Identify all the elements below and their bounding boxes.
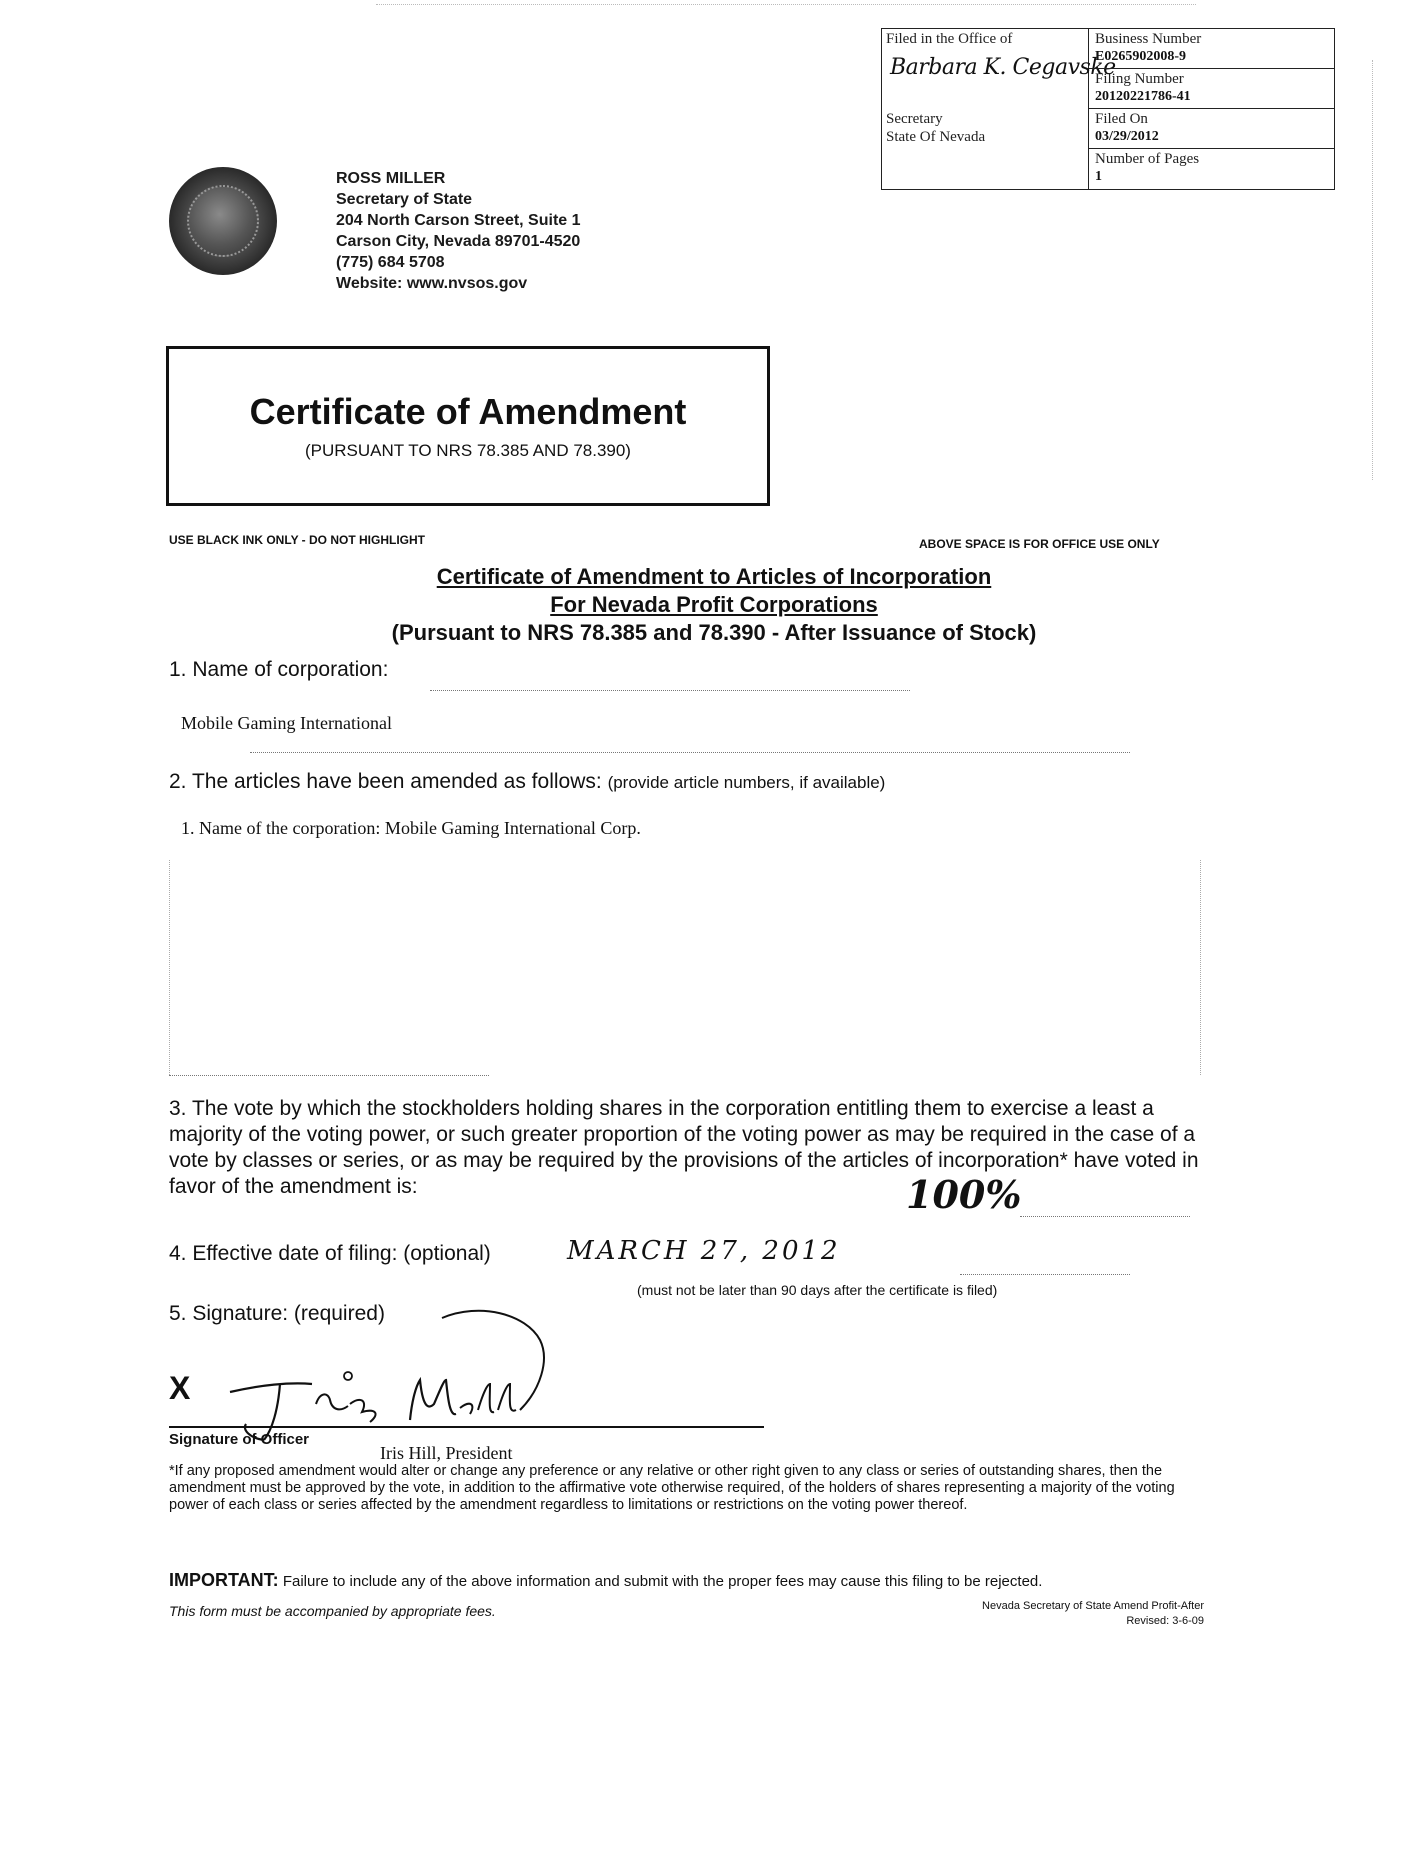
ink-note: USE BLACK INK ONLY - DO NOT HIGHLIGHT — [169, 533, 426, 547]
section-3-paragraph: 3. The vote by which the stockholders holding shares in the corporation entitling them to exercise a least a majority of the voting power, or such greater proportion of the voting power as may be required in the case of a vote by classes or series, or as may be required by the provisions of the articles of incorporation* have voted in favor of the amendment is: — [169, 1097, 1199, 1198]
state-label: State Of Nevada — [886, 129, 986, 145]
office-website: Website: www.nvsos.gov — [336, 275, 528, 292]
filed-on-label: Filed On — [1095, 111, 1148, 127]
important-text: Failure to include any of the above information and submit with the proper fees may cause this filing to be rejected. — [282, 1573, 1043, 1590]
pages-value: 1 — [1095, 169, 1102, 184]
important-label: IMPORTANT: — [169, 1570, 279, 1590]
section-1-underline — [250, 752, 1130, 753]
amendment-text-field: 1. Name of the corporation: Mobile Gaming International Corp. — [181, 818, 641, 838]
filing-stamp-box — [881, 28, 1335, 190]
office-name: ROSS MILLER — [336, 170, 446, 187]
office-use-note: ABOVE SPACE IS FOR OFFICE USE ONLY — [919, 537, 1160, 551]
heading-line-2 — [0, 592, 1428, 618]
section-2-underline — [169, 1075, 489, 1076]
form-revised: Revised: 3-6-09 — [1126, 1615, 1204, 1627]
title-box — [166, 346, 770, 506]
filing-number-row — [1089, 69, 1334, 109]
section-2-label — [169, 770, 885, 794]
section-3-dotted-line — [1020, 1216, 1190, 1217]
section-1-dotted-line — [430, 690, 910, 691]
heading-line-1 — [0, 564, 1428, 590]
heading-line-1-text: Certificate of Amendment to Articles of Incorporation — [436, 564, 992, 589]
office-street: 204 North Carson Street, Suite 1 — [336, 212, 581, 229]
filed-on-row — [1089, 109, 1334, 149]
corporation-name-field: Mobile Gaming International — [181, 713, 392, 733]
filing-details-cell — [1089, 29, 1334, 189]
business-number-label: Business Number — [1095, 31, 1202, 47]
scan-edge-right — [1372, 60, 1373, 480]
filed-in-office-label: Filed in the Office of — [886, 31, 1013, 47]
heading-line-3: (Pursuant to NRS 78.385 and 78.390 - After Issuance of Stock) — [391, 620, 1037, 645]
certificate-subtitle: (PURSUANT TO NRS 78.385 AND 78.390) — [305, 441, 631, 460]
pages-label: Number of Pages — [1095, 151, 1200, 167]
office-address-block — [336, 168, 581, 294]
signature-of-officer-label: Signature of Officer — [169, 1431, 310, 1448]
pages-row — [1089, 149, 1334, 189]
section-4-dotted-line — [960, 1274, 1130, 1275]
filing-office-cell — [882, 29, 1116, 189]
vote-percentage: 100% — [906, 1172, 1022, 1217]
section-2-label-text: 2. The articles have been amended as follows: — [169, 770, 602, 793]
signature-x-mark: X — [169, 1370, 191, 1406]
effective-date-note: (must not be later than 90 days after the certificate is filed) — [637, 1282, 998, 1298]
business-number-row — [1089, 29, 1334, 69]
secretary-label: Secretary — [886, 111, 943, 127]
office-city: Carson City, Nevada 89701-4520 — [336, 233, 581, 250]
important-notice — [169, 1570, 1229, 1591]
section-4-label: 4. Effective date of filing: (optional) — [169, 1242, 491, 1265]
filed-on-value: 03/29/2012 — [1095, 129, 1159, 144]
filing-number-label: Filing Number — [1095, 71, 1184, 87]
effective-date-field: MARCH 27, 2012 — [567, 1236, 841, 1266]
section-2-hint: (provide article numbers, if available) — [607, 773, 886, 792]
secretary-signature: Barbara K. Cegavske — [890, 55, 1116, 80]
signature-line — [169, 1426, 764, 1428]
certificate-title: Certificate of Amendment — [249, 391, 687, 432]
heading-line-2-text: For Nevada Profit Corporations — [550, 592, 878, 617]
scan-edge-top — [376, 4, 1196, 5]
office-title: Secretary of State — [336, 191, 473, 208]
signer-name: Iris Hill, President — [380, 1443, 513, 1463]
footnote-paragraph: *If any proposed amendment would alter or change any preference or any relative or other right given to any class or series of outstanding shares, then the amendment must be approved by the vote, in addition to the affirmative vote otherwise required, of the holders of shares representing a majority of the voting power of each class or series affected by the amendment regardless to limitations or restrictions on the voting power thereof. — [169, 1463, 1175, 1513]
form-name: Nevada Secretary of State Amend Profit-After — [982, 1600, 1204, 1612]
filing-number-value: 20120221786-41 — [1095, 89, 1191, 104]
state-seal-icon — [169, 167, 277, 275]
amendment-blank-area — [169, 860, 1201, 1075]
section-1-label: 1. Name of corporation: — [169, 658, 389, 681]
fees-note: This form must be accompanied by appropriate fees. — [169, 1603, 496, 1619]
seal-center — [187, 185, 259, 257]
business-number-value: E0265902008-9 — [1095, 49, 1186, 64]
section-5-label: 5. Signature: (required) — [169, 1302, 385, 1325]
office-phone: (775) 684 5708 — [336, 254, 445, 271]
